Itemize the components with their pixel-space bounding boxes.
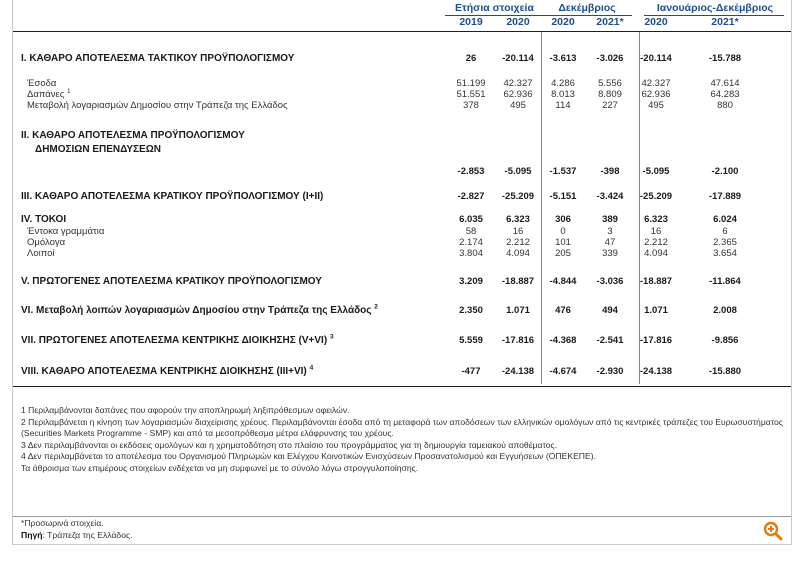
cell-value: 495 [648,100,664,111]
cell-value: -2.853 [457,166,485,177]
source-label: Πηγή [21,530,43,540]
cell-value: 3.804 [459,248,483,259]
cell-value: 64.283 [710,89,740,100]
cell-value: 306 [555,214,571,225]
cell-value: -3.424 [596,191,624,202]
table-row [13,166,791,178]
cell-value: 3.209 [459,276,483,287]
cell-value: -9.856 [711,335,739,346]
cell-value: 476 [555,305,571,316]
table-row [13,191,791,203]
cell-value: -398 [600,166,620,177]
cell-value: -3.036 [596,276,624,287]
cell-value: -5.151 [549,191,577,202]
cell-value: 378 [463,100,479,111]
cell-value: 3.654 [713,248,737,259]
cell-value: 2.212 [644,237,668,248]
footnote-ref: 4 [309,364,314,372]
row-label: VI. Μεταβολή λοιπών λογαριασμών Δημοσίου στην Τράπεζα της Ελλάδος [21,305,372,316]
table-row [13,214,791,226]
cell-value: -4.674 [549,366,577,377]
header-year: 2021* [596,16,624,28]
cell-value: -5.095 [504,166,532,177]
cell-value: -20.114 [640,53,672,64]
row-label: III. ΚΑΘΑΡΟ ΑΠΟΤΕΛΕΣΜΑ ΚΡΑΤΙΚΟΥ ΠΡΟΫΠΟΛΟΓΙΣΜΟΥ (I+II) [21,191,324,202]
row-label: Έντοκα γραμμάτια [27,226,105,237]
row-label-continued: ΔΗΜΟΣΙΩΝ ΕΠΕΝΔΥΣΕΩΝ [35,144,161,155]
cell-value: 880 [717,100,733,111]
cell-value: -11.864 [709,276,741,287]
cell-value: 227 [602,100,618,111]
header-group-jan-dec: Ιανουάριος-Δεκέμβριος [656,2,774,14]
cell-value: 62.936 [641,89,671,100]
cell-value: 494 [602,305,618,316]
cell-value: 2.008 [713,305,737,316]
cell-value: 51.551 [456,89,486,100]
cell-value: -1.537 [549,166,577,177]
row-label: Έσοδα [27,78,57,89]
table-row [13,100,791,112]
cell-value: 1.071 [506,305,530,316]
cell-value: 42.327 [641,78,671,89]
cell-value: 5.556 [598,78,622,89]
cell-value: -18.887 [501,276,535,287]
header-rule [13,31,791,32]
cell-value: -15.880 [708,366,742,377]
cell-value: 3 [607,226,613,237]
cell-value: 389 [602,214,618,225]
footnote: 2 Περιλαμβάνεται η κίνηση των λογαριασμών διαχείρισης χρέους. Περιλαμβάνονται έσοδα από τη μεταφορά των αποδόσεων των ελληνικών ομολόγων από τις κεντρικές τράπεζες του Ευρωσυστήματος (Securities Markets Programme - SMP) και από τα μεσοπρόθεσμα μέτρα ελάφρυνσης του χρέους. [21,416,783,439]
cell-value: 114 [555,100,571,111]
footnote-ref: 1 [66,87,71,95]
cell-value: 4.286 [551,78,575,89]
cell-value: 8.013 [551,89,575,100]
cell-value: 47 [604,237,616,248]
cell-value: 47.614 [710,78,740,89]
header-year: 2019 [459,16,483,28]
row-label: VIII. ΚΑΘΑΡΟ ΑΠΟΤΕΛΕΣΜΑ ΚΕΝΤΡΙΚΗΣ ΔΙΟΙΚΗΣΗΣ (III+VI) [21,366,307,377]
cell-value: -2.930 [596,366,624,377]
cell-value: 42.327 [503,78,533,89]
footer-divider [13,516,791,517]
cell-value: -17.816 [501,335,535,346]
cell-value: 1.071 [644,305,668,316]
cell-value: 0 [560,226,566,237]
cell-value: -2.541 [596,335,624,346]
table-row [13,305,791,317]
cell-value: 205 [555,248,571,259]
table-row [13,248,791,260]
cell-value: 62.936 [503,89,533,100]
row-label: Μεταβολή λογαριασμών Δημοσίου στην Τράπεζα της Ελλάδος [27,100,288,111]
table-row [13,130,791,142]
row-label: II. ΚΑΘΑΡΟ ΑΠΟΤΕΛΕΣΜΑ ΠΡΟΫΠΟΛΟΓΙΣΜΟΥ [21,130,245,141]
footnote: 4 Δεν περιλαμβάνεται το αποτέλεσμα του Οργανισμού Πληρωμών και Ελέγχου Κοινοτικών Ενισχύσεων Προσανατολισμού και Εγγυήσεων (ΟΠΕΚΕΠΕ). [21,451,596,462]
row-label: Δαπάνες [27,89,65,100]
cell-value: 6 [722,226,728,237]
row-label: I. ΚΑΘΑΡΟ ΑΠΟΤΕΛΕΣΜΑ ΤΑΚΤΙΚΟΥ ΠΡΟΫΠΟΛΟΓΙΣΜΟΥ [21,53,295,64]
cell-value: 4.094 [644,248,668,259]
cell-value: 26 [465,53,477,64]
header-year: 2021* [711,16,739,28]
source-line [21,530,133,540]
cell-value: -25.209 [639,191,673,202]
cell-value: -5.095 [642,166,670,177]
cell-value: -25.209 [501,191,535,202]
cell-value: 2.365 [713,237,737,248]
cell-value: 495 [510,100,526,111]
cell-value: -17.889 [708,191,742,202]
footnote-ref: 3 [329,333,334,341]
cell-value: 8.809 [598,89,622,100]
source-text: : Τράπεζα της Ελλάδος. [42,530,133,540]
cell-value: -24.138 [639,366,673,377]
footnote: 1 Περιλαμβάνονται δαπάνες που αφορούν την αποπληρωμή ληξιπρόθεσμων οφειλών. [21,405,350,415]
cell-value: -18.887 [639,276,673,287]
zoom-in-icon[interactable] [763,521,783,541]
header-group-annual: Ετήσια στοιχεία [455,2,534,14]
footnote: 3 Δεν περιλαμβάνονται οι εκδόσεις ομολόγων και η χρηματοδότηση στο πλαίσιο του προγράμματος για τη δημιουργία ταμειακού αποθέματος. [21,439,558,450]
cell-value: -4.368 [549,335,577,346]
cell-value: -477 [461,366,481,377]
cell-value: -15.788 [708,53,742,64]
cell-value: 6.035 [459,214,483,225]
header-group-december: Δεκέμβριος [558,2,616,14]
cell-value: -20.114 [502,53,534,64]
cell-value: 2.212 [506,237,530,248]
header-year: 2020 [644,16,668,28]
cell-value: 58 [465,226,477,237]
table-row [13,53,791,65]
cell-value: 6.024 [713,214,737,225]
row-label: IV. ΤΟΚΟΙ [21,214,67,225]
row-label: V. ΠΡΩΤΟΓΕΝΕΣ ΑΠΟΤΕΛΕΣΜΑ ΚΡΑΤΙΚΟΥ ΠΡΟΫΠΟΛΟΓΙΣΜΟΥ [21,276,322,287]
cell-value: -2.827 [457,191,485,202]
table-frame [12,0,792,545]
cell-value: 16 [650,226,662,237]
cell-value: -2.100 [711,166,739,177]
cell-value: 2.174 [459,237,483,248]
cell-value: 16 [512,226,524,237]
cell-value: 6.323 [506,214,530,225]
footnote-ref: 2 [374,303,378,311]
cell-value: 101 [555,237,571,248]
provisional-note: *Προσωρινά στοιχεία. [21,518,104,528]
cell-value: 4.094 [506,248,530,259]
cell-value: -24.138 [501,366,535,377]
cell-value: 5.559 [459,335,483,346]
table-row [13,366,791,378]
footnotes [21,405,783,475]
table-row [13,335,791,347]
table-row [13,276,791,288]
cell-value: -3.026 [596,53,624,64]
cell-value: 6.323 [644,214,668,225]
row-label: Λοιποί [27,248,55,259]
footnote: Τα άθροισμα των επιμέρους στοιχείων ενδέχεται να μη συμφωνεί με το σύνολο λόγω στρογγυλοποίησης. [21,462,419,473]
header-year: 2020 [551,16,575,28]
cell-value: -3.613 [549,53,577,64]
cell-value: -4.844 [549,276,577,287]
row-label: Ομόλογα [27,237,66,248]
cell-value: -17.816 [639,335,673,346]
table-bottom-rule [13,386,791,387]
cell-value: 2.350 [459,305,483,316]
header-year: 2020 [506,16,530,28]
row-label: VII. ΠΡΩΤΟΓΕΝΕΣ ΑΠΟΤΕΛΕΣΜΑ ΚΕΝΤΡΙΚΗΣ ΔΙΟΙΚΗΣΗΣ (V+VI) [21,335,328,346]
cell-value: 339 [602,248,618,259]
table-row [13,144,791,156]
cell-value: 51.199 [456,78,486,89]
